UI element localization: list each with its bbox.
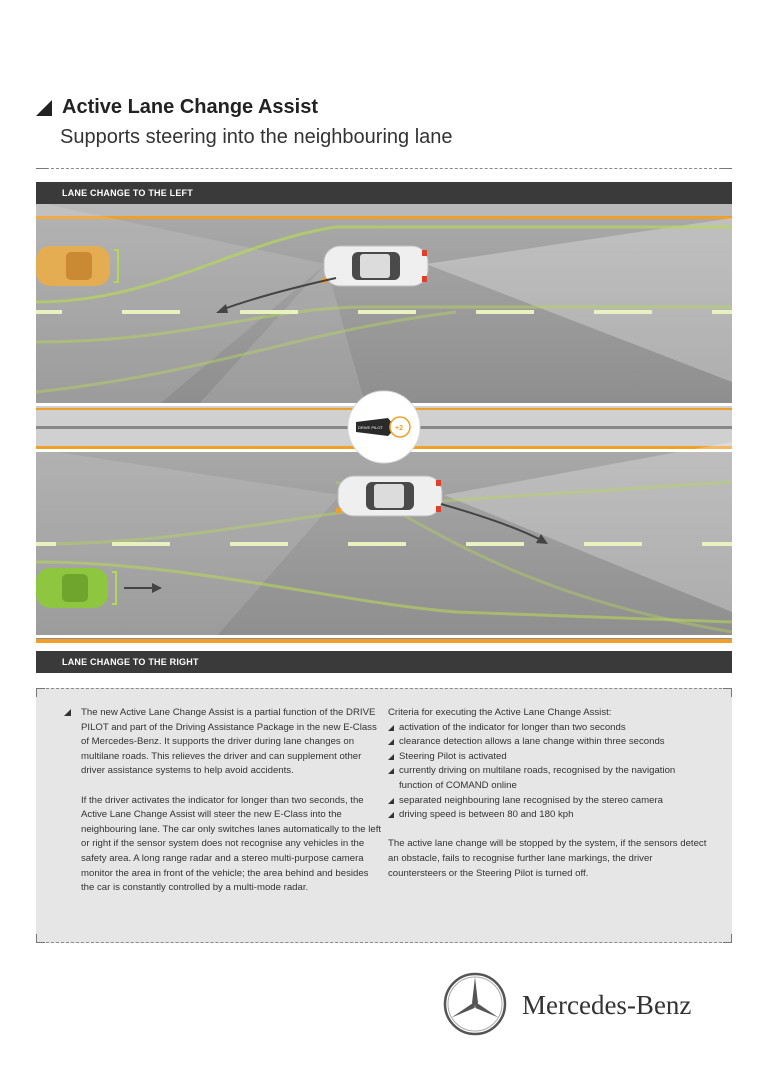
ego-car-lower — [336, 476, 442, 516]
intro-paragraph: The new Active Lane Change Assist is a partial function of the DRIVE PILOT and part of the Driving Assistance Package in the new E-Class of Mercedes-Benz. It supports the driver during lane changes on multilane roads. This relieves the driver and can supplement other driver assistance systems to help avoid accidents. — [64, 706, 384, 779]
green-car — [36, 568, 116, 608]
brand-wordmark: Mercedes-Benz — [522, 990, 692, 1020]
list-item: driving speed is between 80 and 180 kph — [388, 808, 708, 823]
list-item: currently driving on multilane roads, recognised by the navigation function of COMAND online — [388, 764, 708, 793]
ego-car-upper — [322, 246, 428, 286]
bullet-triangle-icon — [388, 798, 394, 804]
page-title: Active Lane Change Assist — [62, 96, 319, 118]
svg-text:DRIVE PILOT: DRIVE PILOT — [358, 425, 383, 430]
paragraph-triangle-icon — [64, 709, 71, 716]
title-row — [36, 96, 318, 119]
description-box — [36, 688, 732, 943]
upper-lane-markings — [36, 310, 732, 314]
lane-change-diagram — [36, 182, 732, 674]
indicator-badge — [348, 391, 420, 463]
bullet-triangle-icon — [388, 812, 394, 818]
list-item: Steering Pilot is activated — [388, 750, 708, 765]
upper-road — [36, 202, 732, 407]
svg-text:+2: +2 — [395, 425, 403, 432]
list-item: clearance detection allows a lane change within three seconds — [388, 735, 708, 750]
list-item: activation of the indicator for longer than two seconds — [388, 721, 708, 736]
lower-lane-markings — [36, 542, 732, 546]
stop-conditions-paragraph: The active lane change will be stopped by the system, if the sensors detect an obstacle, fails to recognise further lane markings, the driver countersteers or the Steering Pilot is turned off. — [388, 838, 707, 879]
mercedes-star-icon — [443, 972, 507, 1036]
bullet-triangle-icon — [388, 754, 394, 760]
section-label-right: LANE CHANGE TO THE RIGHT — [36, 651, 732, 673]
function-paragraph: If the driver activates the indicator for longer than two seconds, the Active Lane Change Assist will steer the new E-Class into the neighbouring lane. The car only switches lanes automatically to the left or right if the sensor system does not recognise any vehicles in the safety area. A long range radar and a stereo multi-purpose camera monitor the area in front of the vehicle; the area behind and besides the car is constantly controlled by a multi-mode radar. — [81, 794, 382, 894]
bullet-triangle-icon — [388, 739, 394, 745]
top-divider — [36, 168, 732, 169]
lower-road — [36, 442, 732, 643]
bullet-triangle-icon — [388, 725, 394, 731]
upper-edge-line-top — [36, 216, 732, 219]
section-label-left: LANE CHANGE TO THE LEFT — [36, 182, 732, 204]
orange-car — [36, 246, 118, 286]
right-column — [388, 706, 708, 881]
left-column — [64, 706, 384, 896]
page-subtitle: Supports steering into the neighbouring lane — [60, 126, 453, 148]
criteria-list — [388, 721, 708, 823]
criteria-heading: Criteria for executing the Active Lane Change Assist: — [388, 707, 612, 718]
list-item: separated neighbouring lane recognised by the stereo camera — [388, 794, 708, 809]
bullet-triangle-icon — [388, 768, 394, 774]
title-triangle-icon — [36, 100, 52, 116]
